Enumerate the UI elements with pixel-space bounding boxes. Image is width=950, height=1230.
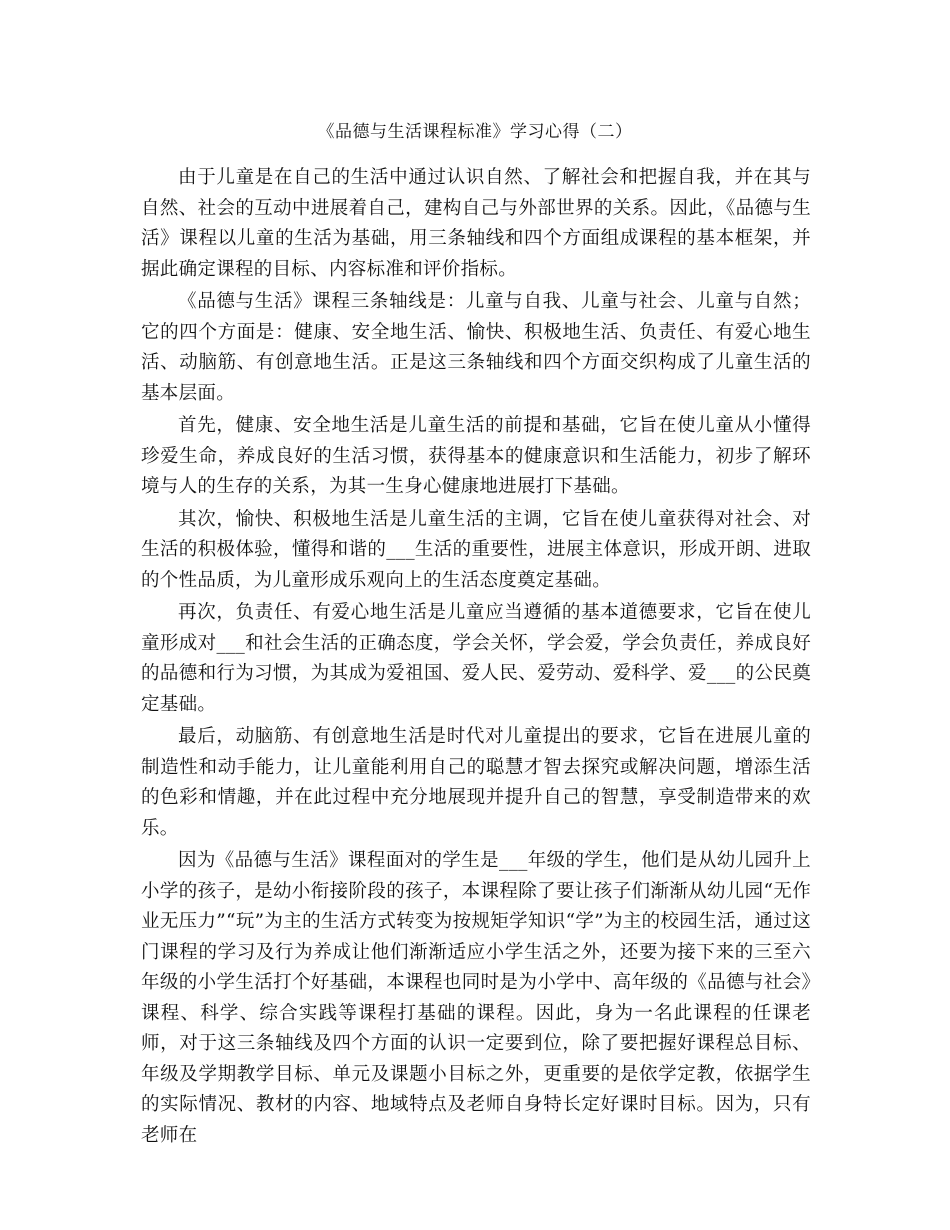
paragraph: 首先，健康、安全地生活是儿童生活的前提和基础，它旨在使儿童从小懂得珍爱生命，养成良好的生活习惯，获得基本的健康意识和生活能力，初步了解环境与人的生存的关系，为其一生身心健康地进展打下基础。	[141, 415, 811, 497]
paragraph: 由于儿童是在自己的生活中通过认识自然、了解社会和把握自我，并在其与自然、社会的互动中进展着自己，建构自己与外部世界的关系。因此，《品德与生活》课程以儿童的生活为基础，用三条轴线和四个方面组成课程的基本框架，并据此确定课程的目标、内容标准和评价指标。	[141, 167, 811, 280]
paragraph: 最后，动脑筋、有创意地生活是时代对儿童提出的要求，它旨在进展儿童的制造性和动手能力，让儿童能利用自己的聪慧才智去探究或解决问题，增添生活的色彩和情趣，并在此过程中充分地展现并提升自己的智慧，享受制造带来的欢乐。	[141, 726, 811, 839]
document-title: 《品德与生活课程标准》学习心得（二）	[317, 122, 633, 142]
paragraph: 《品德与生活》课程三条轴线是：儿童与自我、儿童与社会、儿童与自然；它的四个方面是：健康、安全地生活、愉快、积极地生活、负责任、有爱心地生活、动脑筋、有创意地生活。正是这三条轴线和四个方面交织构成了儿童生活的基本层面。	[141, 291, 811, 404]
paragraph: 其次，愉快、积极地生活是儿童生活的主调，它旨在使儿童获得对社会、对生活的积极体验，懂得和谐的___生活的重要性，进展主体意识，形成开朗、进取的个性品质，为儿童形成乐观向上的生活态度奠定基础。	[141, 508, 811, 591]
paragraph: 因为《品德与生活》课程面对的学生是___年级的学生，他们是从幼儿园升上小学的孩子，是幼小衔接阶段的孩子，本课程除了要让孩子们渐渐从幼儿园“无作业无压力”“玩”为主的生活方式转变为按规矩学知识“学”为主的校园生活，通过这门课程的学习及行为养成让他们渐渐适应小学生活之外，还要为接下来的三至六年级的小学生活打个好基础，本课程也同时是为小学中、高年级的《品德与社会》课程、科学、综合实践等课程打基础的课程。因此，身为一名此课程的任课老师，对于这三条轴线及四个方面的认识一定要到位，除了要把握好课程总目标、年级及学期教学目标、单元及课题小目标之外，更重要的是依学定教，依据学生的实际情况、教材的内容、地域特点及老师自身特长定好课时目标。因为，只有老师在	[141, 850, 811, 1146]
document-body	[141, 163, 811, 1153]
paragraph: 再次，负责任、有爱心地生活是儿童应当遵循的基本道德要求，它旨在使儿童形成对___和社会生活的正确态度，学会关怀，学会爱，学会负责任，养成良好的品德和行为习惯，为其成为爱祖国、爱人民、爱劳动、爱科学、爱___的公民奠定基础。	[141, 602, 811, 715]
